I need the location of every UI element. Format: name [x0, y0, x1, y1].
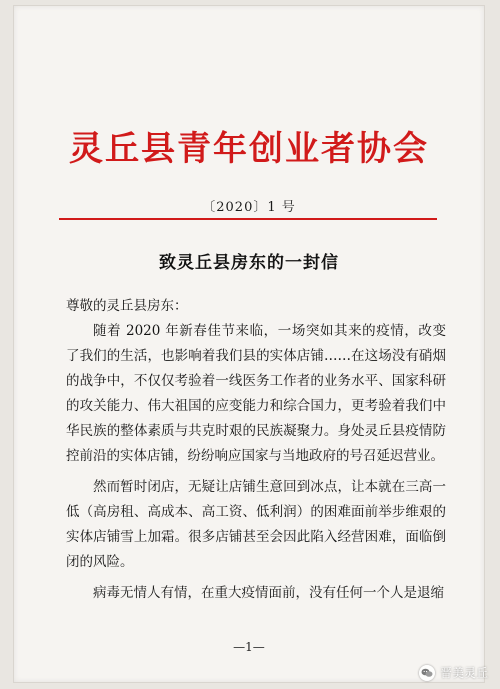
salutation: 尊敬的灵丘县房东： — [66, 298, 188, 314]
page-number: —1— — [233, 640, 265, 654]
paragraph-3: 病毒无情人有情，在重大疫情面前，没有任何一个人是退缩 — [93, 585, 444, 601]
watermark-text: 晋美灵丘 — [439, 666, 488, 680]
wechat-icon — [419, 665, 435, 681]
letter-body — [66, 294, 446, 612]
paragraph-1: 随着 2020 年新春佳节来临，一场突如其来的疫情，改变了我们的生活，也影响着我们县的实体店铺……在这场没有硝烟的战争中，不仅仅考验着一线医务工作者的业务水平、国家科研的攻关能力、伟大祖国的应变能力和综合国力，更考验着我们中华民族的整体素质与共克时艰的民族凝聚力。身处灵丘县疫情防控前沿的实体店铺，纷纷响应国家与当地政府的号召延迟营业。 — [66, 323, 446, 464]
document-number: 〔2020〕1 号 — [202, 200, 296, 215]
red-divider-line — [59, 218, 437, 220]
organization-title: 灵丘县青年创业者协会 — [69, 129, 429, 169]
source-watermark — [419, 664, 488, 681]
paragraph-2: 然而暂时闭店，无疑让店铺生意回到冰点，让本就在三高一低（高房租、高成本、高工资、低利润）的困难面前举步维艰的实体店铺雪上加霜。很多店铺甚至会因此陷入经营困难，面临倒闭的风险。 — [66, 479, 446, 570]
document-page — [14, 6, 484, 682]
letter-title: 致灵丘县房东的一封信 — [159, 253, 339, 273]
